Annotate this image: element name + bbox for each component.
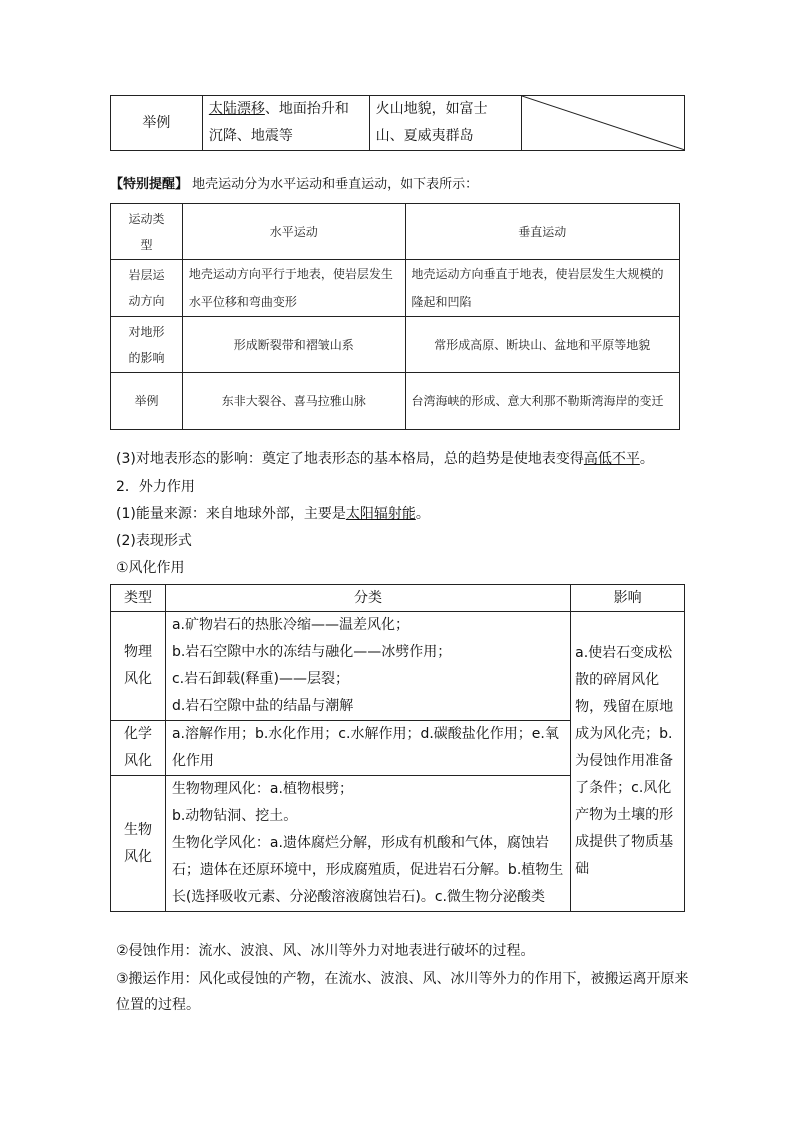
vertical-direction: 地壳运动方向垂直于地表，使岩层发生大规模的隆起和凹陷 [405,260,680,317]
type-chemical: 化学风化 [111,721,166,776]
energy-end: 。 [415,506,430,522]
list-item: c.岩石卸载(释重)——层裂； [171,671,350,687]
diagonal-line [522,96,685,150]
influence-end: 。 [639,451,654,467]
example-vertical: 火山地貌，如富士山、夏威夷群岛 [369,96,522,151]
horizontal-landform: 形成断裂带和褶皱山系 [182,317,405,373]
underlined-term: 太阳辐射能 [345,506,416,522]
type-biological: 生物风化 [111,776,166,912]
influence-text: (3)对地表形态的影响：奠定了地表形态的基本格局，总的趋势是使地表变得 [116,451,584,467]
physical-items [165,612,570,721]
row-label-example: 举例 [111,96,203,151]
diagonal-empty-cell [522,96,685,151]
vertical-landform: 常形成高原、断块山、盆地和平原等地貌 [405,317,680,373]
underlined-term: 太陆漂移 [208,101,265,117]
list-item: 生物物理风化：a.植物根劈； [171,781,353,797]
paragraph-transport: ③搬运作用：风化或侵蚀的产物，在流水、波浪、风、冰川等外力的作用下，被搬运离开原来位置的过程。 [116,971,689,1013]
header-classification: 分类 [165,585,570,612]
paragraph-erosion: ②侵蚀作用：流水、波浪、风、冰川等外力对地表进行破坏的过程。 [116,943,535,959]
type-physical: 物理风化 [111,612,166,721]
header-type: 类型 [111,585,166,612]
row-label-direction: 岩层运动方向 [111,260,183,317]
horizontal-direction: 地壳运动方向平行于地表，使岩层发生水平位移和弯曲变形 [182,260,405,317]
paragraph-weathering: ①风化作用 [116,560,185,576]
underlined-term: 高低不平 [583,451,640,467]
row-label-landform: 对地形的影响 [111,317,183,373]
energy-text: (1)能量来源：来自地球外部，主要是 [116,506,346,522]
example-horizontal-text: 、地面抬升和沉降、地震等 [208,101,349,144]
row-label-example2: 举例 [111,373,183,430]
influence-cell: a.使岩石变成松散的碎屑风化物，残留在原地成为风化壳；b.为侵蚀作用准备了条件；c.风化产物为土壤的形成提供了物质基础 [571,612,685,912]
paragraph-energy [116,503,430,525]
crustal-movement-table [110,203,680,430]
list-item: 生物化学风化：a.遗体腐烂分解，形成有机酸和气体，腐蚀岩石；遗体在还原环境中，形成腐殖质，促进岩石分解。b.植物生长(选择吸收元素、分泌酸溶液腐蚀岩石)。c.微生物分泌酸类 [171,835,564,905]
list-item: b.岩石空隙中水的冻结与融化——冰劈作用； [171,644,452,660]
section-heading-external: 2．外力作用 [116,479,195,495]
list-item: a.矿物岩石的热胀冷缩——温差风化； [171,617,409,633]
header-horizontal: 水平运动 [182,204,405,260]
horizontal-example: 东非大裂谷、喜马拉雅山脉 [182,373,405,430]
example-table [110,95,685,151]
reminder-tag: 【特别提醒】 [110,177,189,192]
list-item: b.动物钻洞、挖土。 [171,808,298,824]
reminder-text: 地壳运动分为水平运动和垂直运动，如下表所示： [192,177,479,192]
vertical-example: 台湾海峡的形成、意大利那不勒斯湾海岸的变迁 [405,373,680,430]
special-reminder [110,175,478,195]
header-influence: 影响 [571,585,685,612]
paragraph-forms: (2)表现形式 [116,533,192,549]
chemical-items: a.溶解作用；b.水化作用；c.水解作用；d.碳酸盐化作用；e.氧化作用 [165,721,570,776]
weathering-table [110,584,685,912]
header-vertical: 垂直运动 [405,204,680,260]
biological-items [165,776,570,912]
list-item: d.岩石空隙中盐的结晶与潮解 [171,698,354,714]
header-movement-type: 运动类型 [111,204,183,260]
example-horizontal [202,96,369,151]
paragraph-influence [116,448,654,470]
